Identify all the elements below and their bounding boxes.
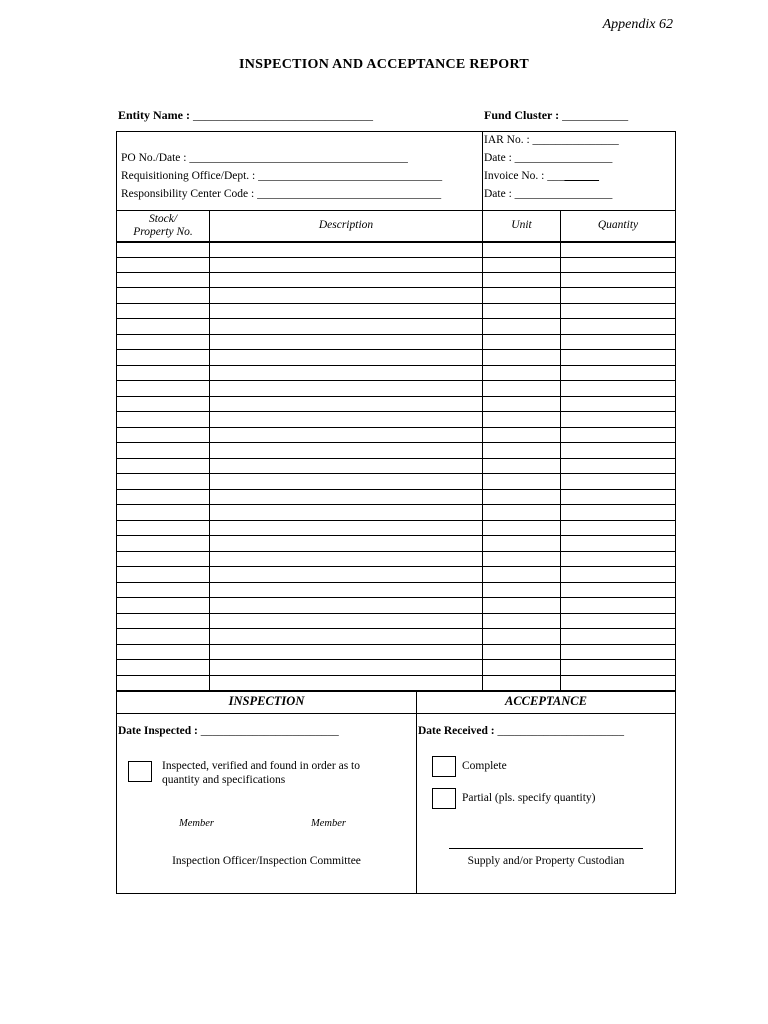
table-row-line [116,504,676,505]
table-row-line [116,535,676,536]
table-row-line [116,287,676,288]
stock-header-line2: Property No. [133,226,193,238]
invoice-number-blank: ______ [564,170,599,182]
inspection-heading: INSPECTION [228,694,305,708]
info-bottom-line [116,210,676,211]
partial-checkbox[interactable] [432,788,456,809]
table-row-line [116,644,676,645]
partial-label: Partial (pls. specify quantity) [462,792,596,804]
table-row-line [116,520,676,521]
table-row-line [116,396,676,397]
header-bottom-line [116,241,676,243]
iar-number-field[interactable]: IAR No. : _______________ [484,134,619,146]
fund-cluster-field[interactable] [484,108,628,123]
column-divider [482,210,483,691]
invoice-number-field[interactable] [484,170,599,182]
date-inspected-label: Date Inspected : [118,725,198,737]
date-inspected-field[interactable] [118,725,339,737]
stock-property-header [117,213,209,239]
table-row-line [116,442,676,443]
date-received-field[interactable] [418,725,624,737]
complete-checkbox[interactable] [432,756,456,777]
description-header: Description [318,219,374,231]
info-divider [482,131,483,211]
table-row-line [116,473,676,474]
member-label-1: Member [179,818,214,829]
table-row-line [116,458,676,459]
inspection-officer-label: Inspection Officer/Inspection Committee [172,855,361,867]
table-row-line [116,272,676,273]
column-divider [209,210,210,691]
table-row-line [116,365,676,366]
requisitioning-office-field[interactable]: Requisitioning Office/Dept. : ________________________________ [121,170,443,182]
entity-name-blank: ______________________________ [193,108,373,122]
inspected-statement [162,759,360,787]
date-inspected-blank: ________________________ [200,725,339,737]
table-row-line [116,566,676,567]
table-row-line [116,318,676,319]
section-header-line [116,713,676,714]
table-row-line [116,613,676,614]
date-received-label: Date Received : [418,725,495,737]
entity-name-label: Entity Name : [118,108,190,122]
inspected-statement-line2: quantity and specifications [162,774,286,786]
po-number-field[interactable]: PO No./Date : ______________________________________ [121,152,408,164]
table-row-line [116,628,676,629]
table-row-line [116,675,676,676]
report-title: INSPECTION AND ACCEPTANCE REPORT [238,57,530,72]
iar-date-field[interactable]: Date : _________________ [484,152,613,164]
table-row-line [116,380,676,381]
invoice-number-label: Invoice No. : ___ [484,170,565,182]
quantity-header: Quantity [597,219,639,231]
date-received-blank: ______________________ [497,725,625,737]
inspected-statement-line1: Inspected, verified and found in order as to [162,760,360,772]
custodian-label: Supply and/or Property Custodian [467,855,625,867]
stock-header-line1: Stock/ [148,213,178,225]
custodian-signature-line[interactable] [449,848,643,849]
complete-label: Complete [462,760,507,772]
table-row-line [116,489,676,490]
acceptance-heading: ACCEPTANCE [505,694,587,708]
table-row-line [116,257,676,258]
table-row-line [116,597,676,598]
table-row-line [116,551,676,552]
inspected-checkbox[interactable] [128,761,152,782]
table-row-line [116,659,676,660]
column-divider [560,210,561,691]
table-row-line [116,582,676,583]
entity-name-field[interactable] [118,108,373,123]
fund-cluster-label: Fund Cluster : [484,108,560,122]
fund-cluster-blank: ___________ [562,108,629,122]
table-row-line [116,427,676,428]
invoice-date-field[interactable]: Date : _________________ [484,188,613,200]
table-bottom-line [116,690,676,692]
member-label-2: Member [311,818,346,829]
table-row-line [116,349,676,350]
table-row-line [116,303,676,304]
table-row-line [116,334,676,335]
unit-header: Unit [511,219,532,231]
table-row-line [116,411,676,412]
responsibility-center-field[interactable]: Responsibility Center Code : ________________________________ [121,188,442,200]
appendix-number: Appendix 62 [602,17,673,32]
